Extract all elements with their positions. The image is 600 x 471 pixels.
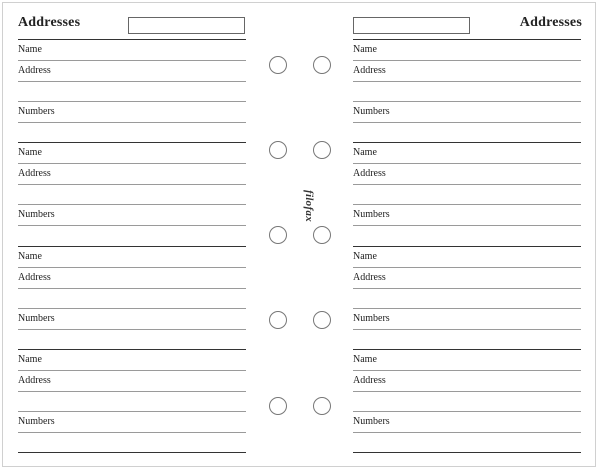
name-label: Name: [18, 250, 42, 262]
address-label: Address: [18, 271, 51, 283]
name-rule-line: [353, 370, 581, 371]
name-rule-line: [18, 267, 246, 268]
brand-logo: filofax: [303, 190, 315, 223]
binder-hole-icon: [313, 141, 331, 159]
name-label: Name: [18, 43, 42, 55]
numbers-rule-line: [18, 225, 246, 226]
address-label: Address: [353, 64, 386, 76]
address-rule-line: [353, 288, 581, 289]
numbers-rule-line: [18, 432, 246, 433]
entry-divider-line: [353, 246, 581, 247]
binder-hole-icon: [269, 397, 287, 415]
numbers-label: Numbers: [353, 105, 390, 117]
name-label: Name: [18, 354, 42, 365]
binder-hole-icon: [313, 397, 331, 415]
entry-divider-line: [18, 349, 246, 350]
address-rule-line: [18, 184, 246, 185]
address-rule-line: [18, 391, 246, 392]
right-address-column: [353, 0, 581, 471]
numbers-label: Numbers: [18, 209, 55, 220]
numbers-rule-line: [353, 329, 581, 330]
name-rule-line: [18, 370, 246, 371]
binder-hole-icon: [313, 56, 331, 74]
numbers-label: Numbers: [18, 312, 55, 324]
numbers-label: Numbers: [18, 105, 55, 117]
numbers-rule-line: [18, 122, 246, 123]
address-label: Address: [18, 64, 51, 76]
left-page-title: Addresses: [18, 15, 81, 30]
address-rule-line: [18, 288, 246, 289]
numbers-rule-line: [18, 329, 246, 330]
address-label: Address: [353, 375, 386, 386]
address-rule-line: [353, 411, 581, 412]
name-label: Name: [353, 250, 377, 262]
name-label: Name: [353, 43, 377, 55]
address-label: Address: [18, 168, 51, 179]
numbers-label: Numbers: [353, 312, 390, 324]
binder-hole-icon: [269, 226, 287, 244]
name-rule-line: [18, 163, 246, 164]
numbers-rule-line: [353, 122, 581, 123]
address-rule-line: [353, 391, 581, 392]
name-label: Name: [353, 147, 377, 158]
binder-hole-icon: [269, 141, 287, 159]
entry-divider-line: [353, 349, 581, 350]
entry-divider-line: [353, 142, 581, 143]
address-label: Address: [353, 168, 386, 179]
name-label: Name: [353, 354, 377, 365]
right-page-title: Addresses: [519, 15, 582, 30]
binder-hole-icon: [269, 56, 287, 74]
entry-divider-line: [18, 452, 246, 453]
binder-hole-icon: [269, 311, 287, 329]
address-rule-line: [353, 308, 581, 309]
binder-hole-icon: [313, 311, 331, 329]
binder-hole-icon: [313, 226, 331, 244]
name-rule-line: [353, 163, 581, 164]
entry-divider-line: [18, 39, 246, 40]
left-address-column: [18, 0, 246, 471]
numbers-rule-line: [353, 432, 581, 433]
address-rule-line: [18, 81, 246, 82]
name-rule-line: [353, 60, 581, 61]
address-rule-line: [353, 101, 581, 102]
address-rule-line: [18, 204, 246, 205]
address-label: Address: [353, 271, 386, 283]
address-rule-line: [353, 184, 581, 185]
entry-divider-line: [353, 452, 581, 453]
name-label: Name: [18, 147, 42, 158]
entry-divider-line: [18, 142, 246, 143]
address-rule-line: [18, 308, 246, 309]
numbers-rule-line: [353, 225, 581, 226]
address-rule-line: [353, 81, 581, 82]
name-rule-line: [18, 60, 246, 61]
numbers-label: Numbers: [353, 416, 390, 427]
numbers-label: Numbers: [353, 209, 390, 220]
address-rule-line: [18, 101, 246, 102]
entry-divider-line: [353, 39, 581, 40]
name-rule-line: [353, 267, 581, 268]
numbers-label: Numbers: [18, 416, 55, 427]
entry-divider-line: [18, 246, 246, 247]
address-rule-line: [353, 204, 581, 205]
address-label: Address: [18, 375, 51, 386]
address-rule-line: [18, 411, 246, 412]
